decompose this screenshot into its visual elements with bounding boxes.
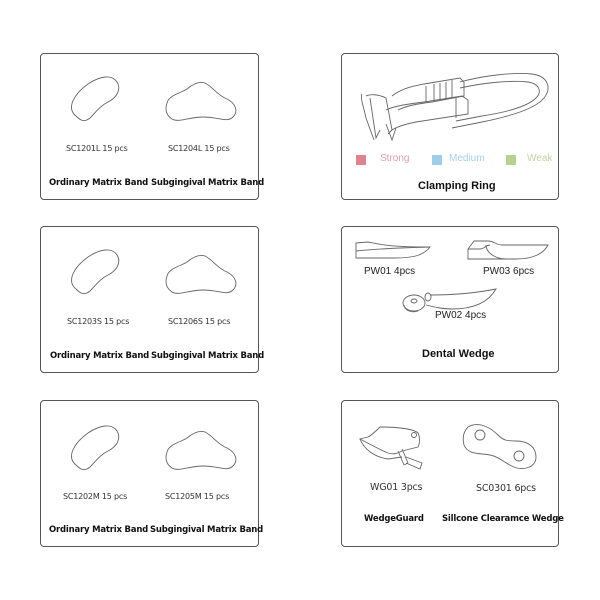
part-code-label: PW01 4pcs	[364, 266, 416, 277]
stepped-wedge-shape-icon	[466, 239, 550, 261]
panel-dental-wedge	[341, 226, 559, 373]
silicone-clearance-wedge-shape-icon	[460, 423, 540, 471]
product-title: Clamping Ring	[418, 180, 496, 192]
legend-label-medium: Medium	[449, 153, 485, 164]
part-code-label: SC0301 6pcs	[476, 483, 536, 494]
part-code-label: SC1204L 15 pcs	[168, 144, 230, 153]
product-title: Subgingival Matrix Band	[151, 178, 265, 188]
ordinary-matrix-band-shape-icon	[66, 76, 126, 126]
product-title: Dental Wedge	[422, 348, 495, 360]
product-title: Sillcone Clearamce Wedge	[442, 514, 564, 524]
part-code-label: SC1203S 15 pcs	[67, 317, 130, 326]
part-code-label: SC1202M 15 pcs	[63, 492, 128, 501]
panel-small-matrix-bands	[40, 226, 265, 373]
product-title: Ordinary Matrix Band	[49, 178, 149, 188]
product-title: Ordinary Matrix Band	[49, 525, 149, 535]
part-code-label: PW02 4pcs	[435, 310, 487, 321]
panel-clamping-ring	[341, 53, 559, 200]
part-code-label: SC1201L 15 pcs	[66, 144, 128, 153]
product-title: WedgeGuard	[364, 514, 424, 524]
flat-wedge-shape-icon	[354, 241, 432, 259]
part-code-label: SC1205M 15 pcs	[165, 492, 230, 501]
product-title: Subgingival Matrix Band	[151, 351, 265, 361]
subgingival-matrix-band-shape-icon	[163, 254, 239, 299]
panel-large-matrix-bands	[40, 53, 265, 200]
subgingival-matrix-band-shape-icon	[163, 81, 239, 126]
legend-swatch-strong	[356, 155, 366, 165]
legend-label-strong: Strong	[380, 153, 410, 164]
panel-medium-matrix-bands	[40, 400, 264, 547]
legend-swatch-weak	[506, 155, 516, 165]
wedge-guard-shape-icon	[358, 425, 432, 473]
part-code-label: PW03 6pcs	[483, 266, 535, 277]
product-title: Subgingival Matrix Band	[150, 525, 264, 535]
product-title: Ordinary Matrix Band	[50, 351, 150, 361]
legend-swatch-medium	[432, 155, 442, 165]
part-code-label: WG01 3pcs	[370, 482, 423, 493]
ordinary-matrix-band-shape-icon	[66, 249, 126, 299]
subgingival-matrix-band-shape-icon	[163, 430, 239, 475]
panel-wedge-guard	[341, 400, 564, 547]
ordinary-matrix-band-shape-icon	[66, 425, 126, 475]
clamping-ring-drawing-icon	[352, 66, 552, 141]
legend-label-weak: Weak	[527, 153, 553, 164]
part-code-label: SC1206S 15 pcs	[168, 317, 231, 326]
